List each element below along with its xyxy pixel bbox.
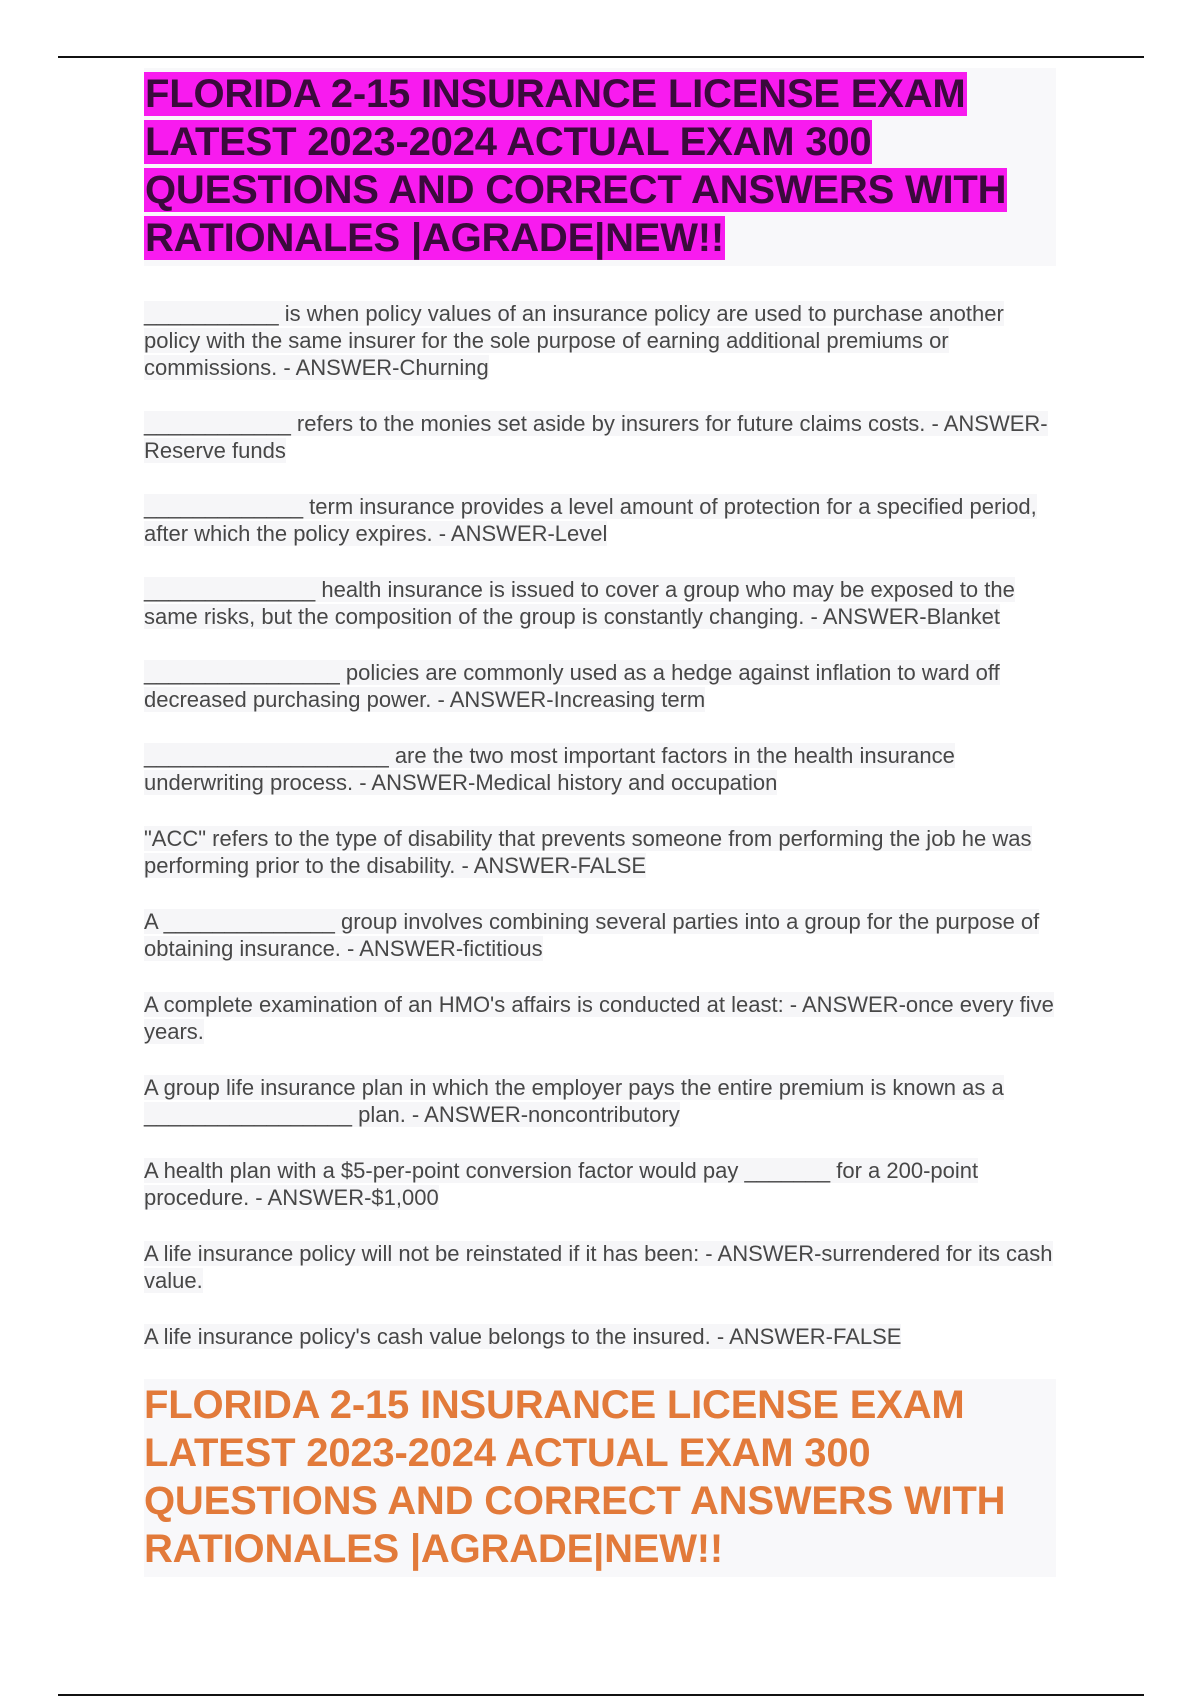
qa-item: ____________________ are the two most important factors in the health insurance underwriting process. - ANSWER-Medical history and occupation [144, 743, 955, 795]
bottom-rule [58, 1694, 1144, 1696]
qa-item: "ACC" refers to the type of disability that prevents someone from performing the job he was performing prior to the disability. - ANSWER-FALSE [144, 826, 1032, 878]
footer-title [144, 1379, 1056, 1577]
qa-item: A complete examination of an HMO's affairs is conducted at least: - ANSWER-once every five years. [144, 992, 1054, 1044]
qa-item: ______________ health insurance is issued to cover a group who may be exposed to the same risks, but the composition of the group is constantly changing. - ANSWER-Blanket [144, 577, 1015, 629]
top-rule [58, 56, 1144, 58]
document-title [144, 68, 1056, 266]
qa-item: ________________ policies are commonly used as a hedge against inflation to ward off decreased purchasing power. - ANSWER-Increasing term [144, 660, 1000, 712]
qa-item: A ______________ group involves combining several parties into a group for the purpose of obtaining insurance. - ANSWER-fictitious [144, 909, 1040, 961]
qa-item: _____________ term insurance provides a level amount of protection for a specified period, after which the policy expires. - ANSWER-Level [144, 494, 1037, 546]
qa-list [144, 300, 1056, 1350]
qa-item: ___________ is when policy values of an insurance policy are used to purchase another policy with the same insurer for the sole purpose of earning additional premiums or commissions. - ANSWER-Churning [144, 301, 1004, 380]
qa-item: A group life insurance plan in which the employer pays the entire premium is known as a _________________ plan. - ANSWER-noncontributory [144, 1075, 1004, 1127]
qa-item: A life insurance policy's cash value belongs to the insured. - ANSWER-FALSE [144, 1324, 902, 1349]
footer-title-text: FLORIDA 2-15 INSURANCE LICENSE EXAM LATEST 2023-2024 ACTUAL EXAM 300 QUESTIONS AND CORRECT ANSWERS WITH RATIONALES |AGRADE|NEW!! [144, 1383, 1006, 1571]
qa-item: A life insurance policy will not be reinstated if it has been: - ANSWER-surrendered for its cash value. [144, 1241, 1053, 1293]
document-page [144, 68, 1056, 1577]
qa-item: A health plan with a $5-per-point conversion factor would pay _______ for a 200-point procedure. - ANSWER-$1,000 [144, 1158, 979, 1210]
qa-item: ____________ refers to the monies set aside by insurers for future claims costs. - ANSWER-Reserve funds [144, 411, 1048, 463]
document-title-text: FLORIDA 2-15 INSURANCE LICENSE EXAM LATEST 2023-2024 ACTUAL EXAM 300 QUESTIONS AND CORRECT ANSWERS WITH RATIONALES |AGRADE|NEW!! [145, 72, 1007, 260]
